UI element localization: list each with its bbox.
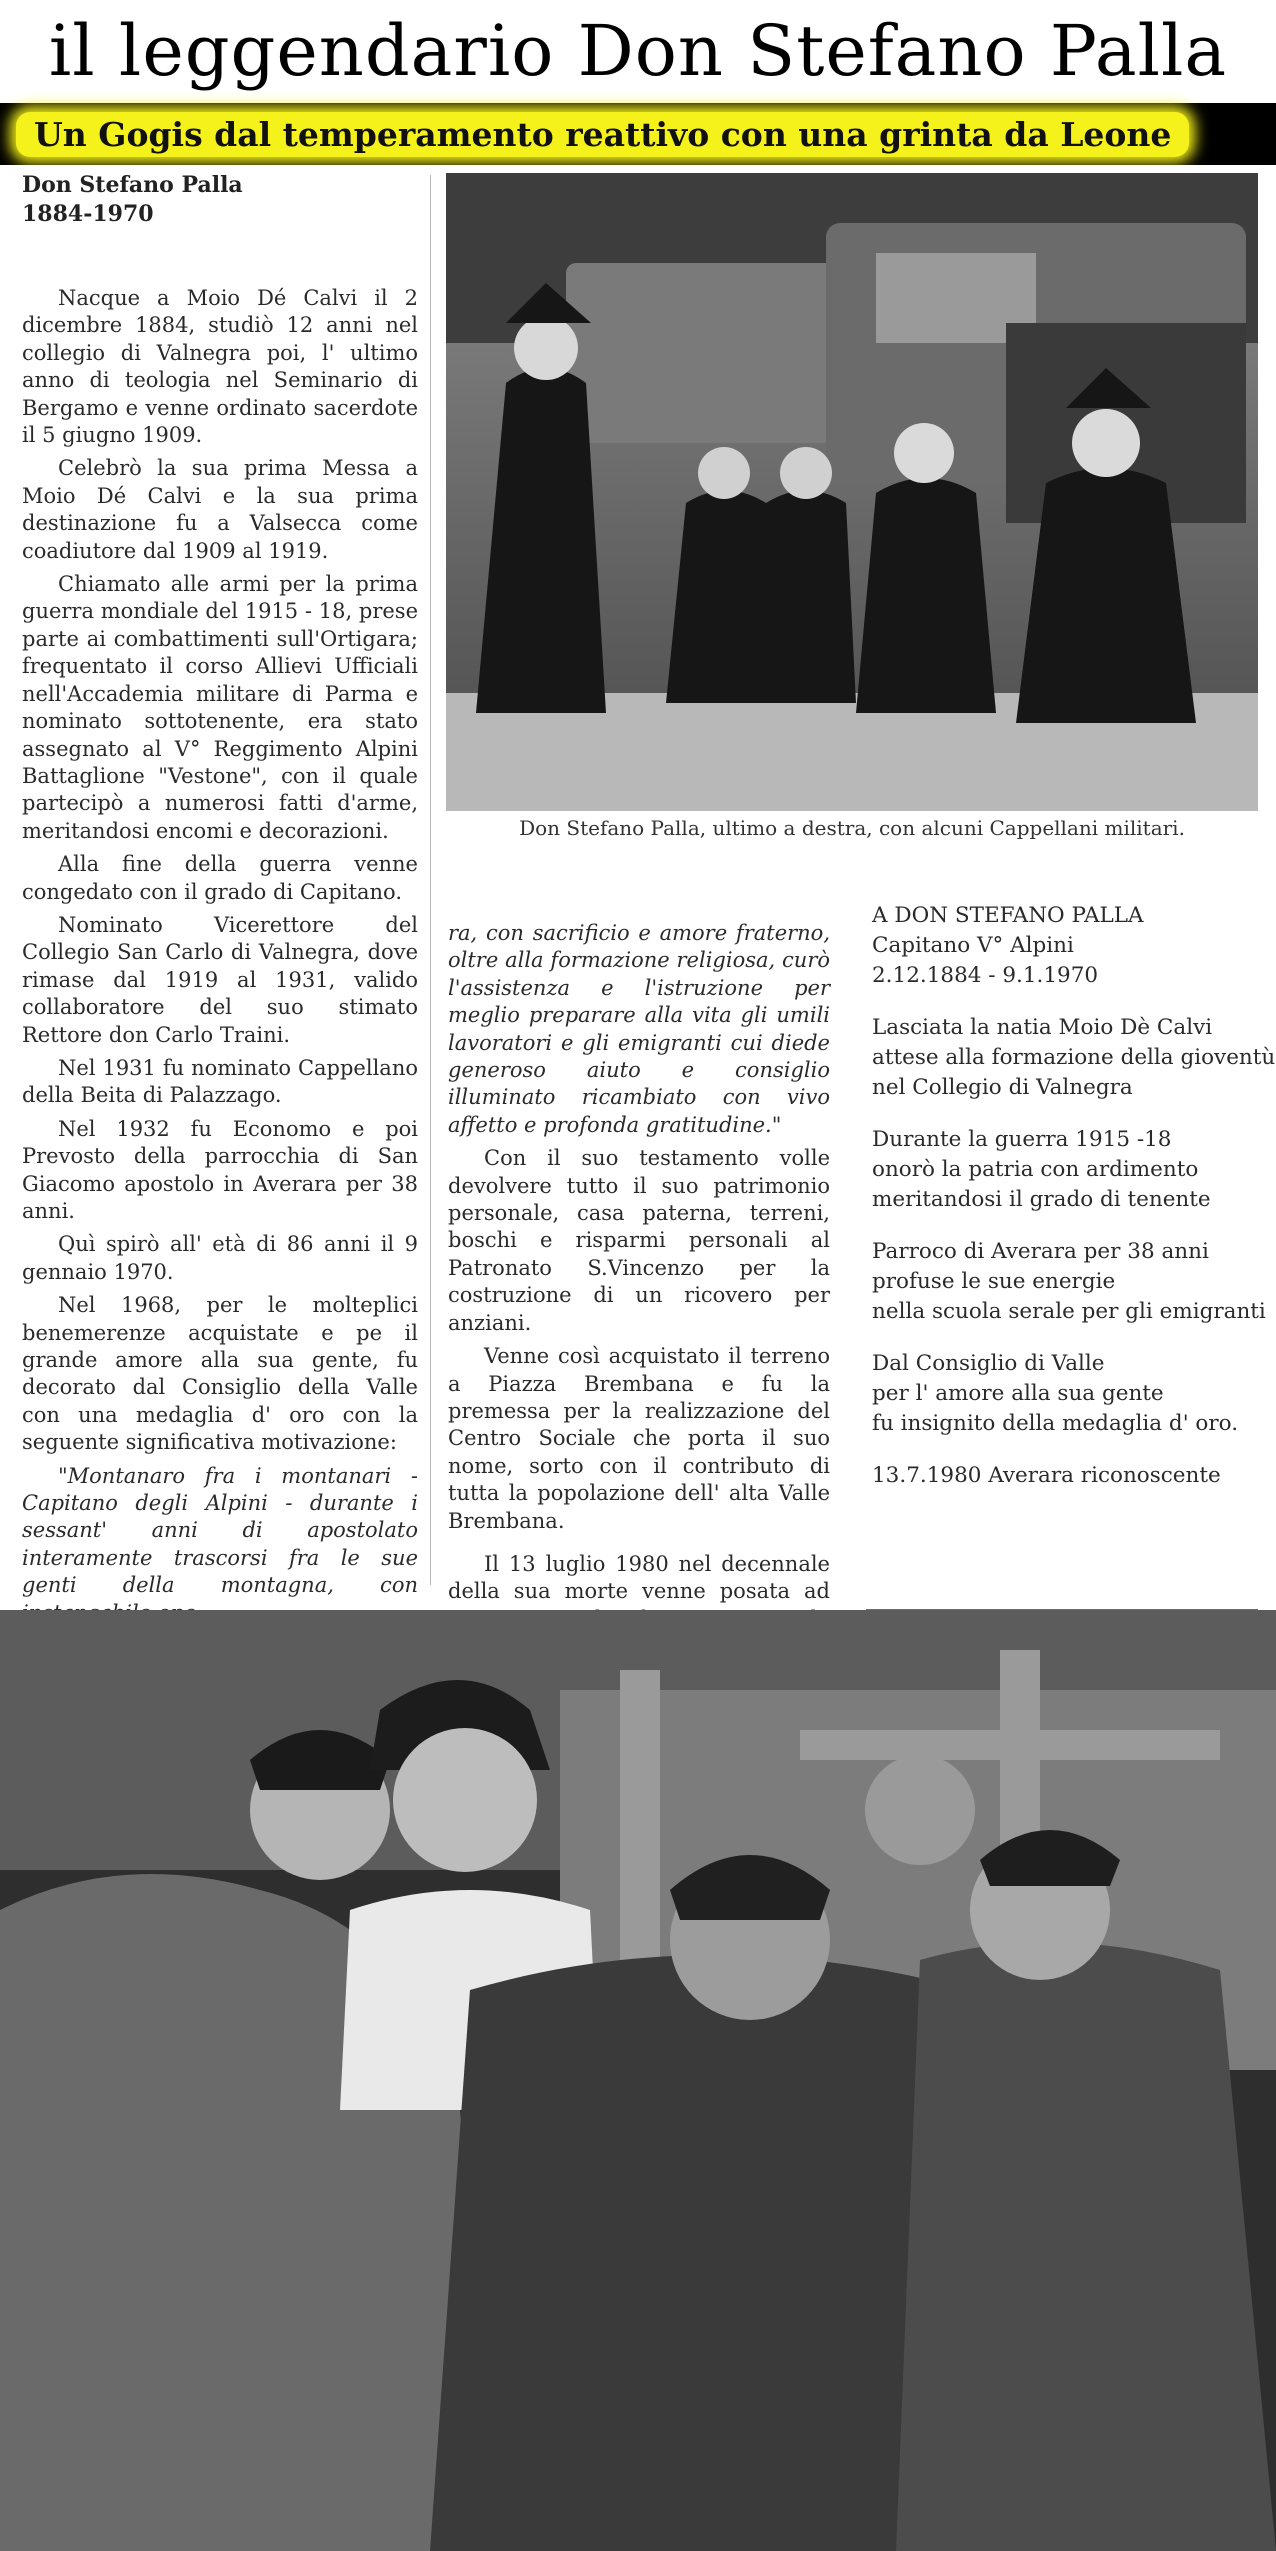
- paragraph: Nel 1931 fu nominato Cappellano della Beita di Palazzago.: [22, 1055, 418, 1108]
- photo-caption: Don Stefano Palla, ultimo a destra, con alcuni Cappellani militari.: [519, 816, 1185, 840]
- column-divider: [430, 175, 431, 1585]
- paragraph: Chiamato alle armi per la prima guerra mondiale del 1915 - 18, prese parte ai combattimenti sull'Ortigara; frequentato il corso Allievi Ufficiali nell'Accademia militare di Parma e nominato sottotenente, era stato assegnato al V° Reggimento Alpini Battaglione "Vestone", con il quale partecipò a numerosi fatti d'arme, meritandosi encomi e decorazioni.: [22, 572, 418, 843]
- epigraph-line: profuse le sue energie: [872, 1269, 1116, 1294]
- person-name: Don Stefano Palla: [22, 172, 243, 198]
- epigraph-line: per l' amore alla sua gente: [872, 1381, 1164, 1406]
- epigraph-footer: 13.7.1980 Averara riconoscente: [872, 1463, 1221, 1488]
- page-title: il leggendario Don Stefano Palla: [0, 0, 1276, 103]
- epigraph-dates: 2.12.1884 - 9.1.1970: [872, 963, 1099, 988]
- paragraph: Celebrò la sua prima Messa a Moio Dé Calvi e la sua prima destinazione fu a Valsecca come coadiutore dal 1909 al 1919.: [22, 456, 418, 563]
- epigraph-line: meritandosi il grado di tenente: [872, 1187, 1211, 1212]
- paragraph: Quì spirò all' età di 86 anni il 9 gennaio 1970.: [22, 1232, 418, 1284]
- article-column-1: [22, 285, 418, 1633]
- paragraph: Nel 1968, per le molteplici benemerenze acquistate e pe il grande amore alla sua gente, fu decorato dal Consiglio della Valle con una medaglia d' oro con la seguente significativa motivazione:: [22, 1293, 418, 1455]
- name-block: [22, 171, 243, 229]
- epigraph-line: onorò la patria con ardimento: [872, 1157, 1199, 1182]
- paragraph: Con il suo testamento volle devolvere tutto il suo patrimonio personale, casa paterna, terreni, boschi e risparmi personali al Patronato S.Vincenzo per la costruzione di un ricovero per anziani.: [448, 1146, 830, 1335]
- epigraph-line: nel Collegio di Valnegra: [872, 1075, 1133, 1100]
- paragraph: Nel 1932 fu Economo e poi Prevosto della parrocchia di San Giacomo apostolo in Averara per 38 anni.: [22, 1116, 418, 1223]
- epigraph-line: Dal Consiglio di Valle: [872, 1351, 1105, 1376]
- motivation-quote-cont: ra, con sacrificio e amore fraterno, oltre alla formazione religiosa, curò l'assistenza e l'istruzione per meglio preparare alla vita gli umili lavoratori e gli emigranti cui diede generoso aiuto e consiglio illuminato ricambiato con vivo affetto e profonda gratitudine.": [448, 921, 830, 1137]
- article-column-2: [448, 920, 830, 1667]
- article-page: [0, 165, 1276, 1610]
- motivation-quote: "Montanaro fra i montanari - Capitano degli Alpini - durante i sessant' anni di apostolato interamente trascorsi fra le sue genti della montagna, con: [22, 1463, 418, 1598]
- epigraph-line: Lasciata la natia Moio Dè Calvi: [872, 1015, 1213, 1040]
- photo-ceremony: [0, 1610, 1276, 2551]
- epigraph-line: Parroco di Averara per 38 anni: [872, 1239, 1209, 1264]
- subtitle-text: Un Gogis dal temperamento reattivo con una grinta da Leone: [16, 112, 1189, 157]
- epigraph-heading: A DON STEFANO PALLA: [872, 903, 1144, 928]
- paragraph: Nominato Vicerettore del Collegio San Carlo di Valnegra, dove rimase dal 1919 al 1931, valido collaboratore del suo stimato Rettore don Carlo Traini.: [22, 912, 418, 1047]
- paragraph: Il 13 luglio 1980 nel decennale della sua morte venne posata ad: [448, 1551, 830, 1604]
- photo-chaplains: [446, 173, 1258, 811]
- epigraph-line: nella scuola serale per gli emigranti: [872, 1299, 1266, 1324]
- epigraph-rank: Capitano V° Alpini: [872, 933, 1074, 958]
- person-years: 1884-1970: [22, 201, 154, 227]
- paragraph: Venne così acquistato il terreno a Piazza Brembana e fu la premessa per la realizzazione del Centro Sociale che porta il suo nome, sorto con il contributo di tutta la popolazione dell' alta Valle Brembana.: [448, 1344, 830, 1533]
- subtitle-banner: [0, 103, 1276, 165]
- epigraph-line: attese alla formazione della gioventù: [872, 1045, 1276, 1070]
- epigraph: [872, 901, 1276, 1491]
- paragraph: Nacque a Moio Dé Calvi il 2 dicembre 1884, studiò 12 anni nel collegio di Valnegra poi, l' ultimo anno di teologia nel Seminario di Bergamo e venne ordinato sacerdote il 5 giugno 1909.: [22, 286, 418, 448]
- epigraph-line: Durante la guerra 1915 -18: [872, 1127, 1172, 1152]
- paragraph: Alla fine della guerra venne congedato con il grado di Capitano.: [22, 852, 418, 904]
- epigraph-line: fu insignito della medaglia d' oro.: [872, 1411, 1239, 1436]
